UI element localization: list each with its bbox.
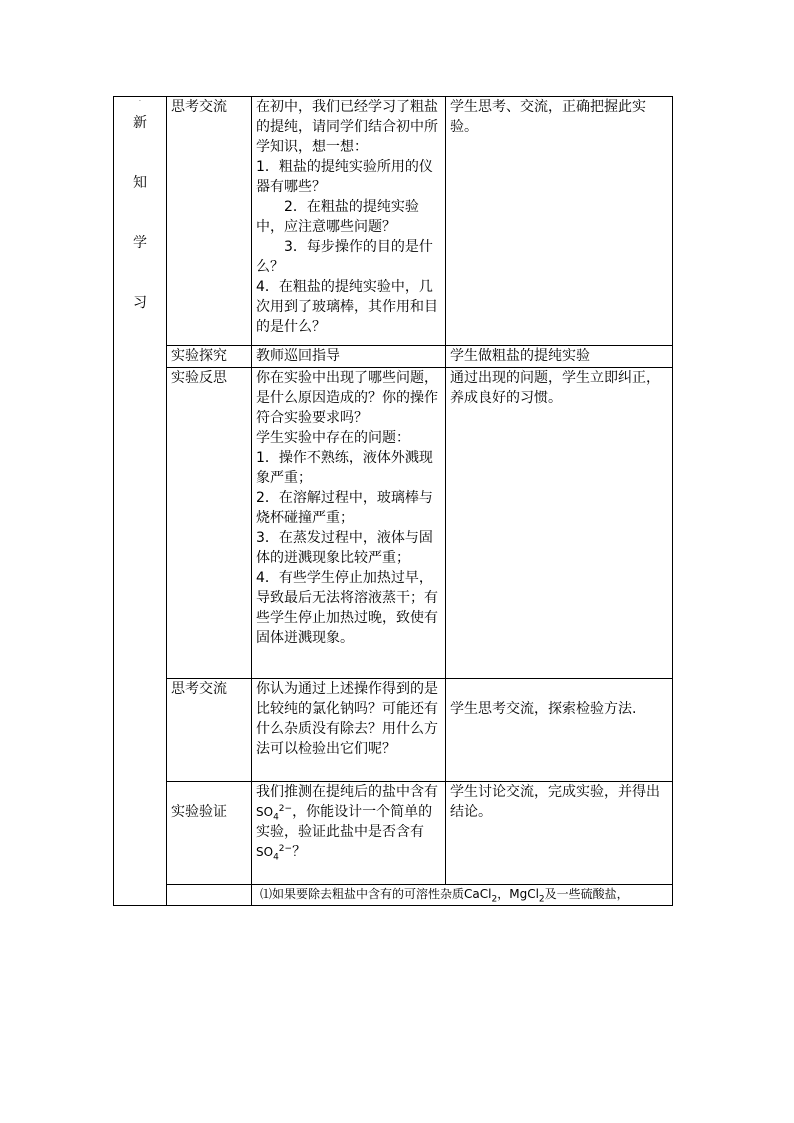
teacher-text: 3．在蒸发过程中，液体与固体的迸溅现象比较严重； bbox=[256, 530, 433, 566]
table-row bbox=[114, 97, 673, 346]
student-activity-cell: 学生做粗盐的提纯实验 bbox=[446, 346, 673, 368]
teacher-text: 教师巡回指导 bbox=[256, 348, 340, 364]
formula-cacl2: CaCl$_2$ bbox=[464, 887, 498, 905]
lesson-plan-table bbox=[113, 96, 673, 906]
section-dot: . bbox=[139, 96, 141, 103]
teacher-text-part: ，你能设计一个简单的实验，验证此盐中是否含有 bbox=[256, 804, 433, 840]
teacher-activity-cell: ⑴如果要除去粗盐中含有的可溶性杂质CaCl$_2$，MgCl$_2$及一些硫酸盐， bbox=[252, 885, 673, 906]
teacher-text: 3．每步操作的目的是什么？ bbox=[256, 239, 433, 275]
teacher-activity-cell bbox=[252, 782, 446, 885]
section-char: 习 bbox=[133, 295, 147, 311]
table-row bbox=[114, 368, 673, 679]
teacher-text-part: ？ bbox=[292, 844, 307, 860]
section-char: 学 bbox=[133, 235, 147, 251]
teacher-text: 2．在溶解过程中，玻璃棒与烧杯碰撞严重； bbox=[256, 490, 433, 526]
sulfate-formula: $SO_4^{2-}$ bbox=[256, 844, 293, 863]
stage-cell: 实验验证 bbox=[167, 782, 252, 885]
table-row bbox=[114, 782, 673, 885]
section-label bbox=[118, 97, 162, 313]
teacher-text: 1．操作不熟练，液体外溅现象严重； bbox=[256, 450, 433, 486]
stage-cell: 实验反思 bbox=[167, 368, 252, 679]
student-activity-cell: 学生讨论交流，完成实验，并得出结论。 bbox=[446, 782, 673, 885]
student-activity-cell: 学生思考、交流，正确把握此实验。 bbox=[446, 97, 673, 346]
teacher-activity-cell bbox=[252, 346, 446, 368]
teacher-text-part: ⑴如果要除去粗盐中含有的可溶性杂质 bbox=[260, 887, 465, 901]
stage-cell: 思考交流 bbox=[167, 97, 252, 346]
teacher-activity-cell bbox=[252, 679, 446, 782]
student-activity-cell: 通过出现的问题，学生立即纠正，养成良好的习惯。 bbox=[446, 368, 673, 679]
student-activity-cell: 学生思考交流，探索检验方法. bbox=[446, 679, 673, 782]
sulfate-formula: $SO_4^{2-}$ bbox=[256, 804, 293, 823]
formula-mgcl2: MgCl$_2$ bbox=[509, 887, 545, 905]
teacher-text: 4．在粗盐的提纯实验中，几次用到了玻璃棒，其作用和目的是什么？ bbox=[256, 279, 438, 335]
stage-cell: 思考交流 bbox=[167, 679, 252, 782]
teacher-text-part: 我们推测在提纯后的盐中含有 bbox=[256, 784, 438, 800]
teacher-text: 你认为通过上述操作得到的是比较纯的氯化钠吗？可能还有什么杂质没有除去？用什么方法可以检验出它们呢？ bbox=[256, 681, 438, 757]
teacher-text: 在初中，我们已经学习了粗盐的提纯，请同学们结合初中所学知识，想一想： bbox=[256, 99, 438, 155]
teacher-text: 学生实验中存在的问题： bbox=[256, 430, 410, 446]
section-char: 新 bbox=[133, 115, 147, 131]
section-cell bbox=[114, 97, 167, 906]
teacher-text: 2．在粗盐的提纯实验中，应注意哪些问题？ bbox=[256, 199, 419, 235]
table-row bbox=[114, 679, 673, 782]
section-char: 知 bbox=[133, 175, 147, 191]
teacher-text: 4．有些学生停止加热过早，导致最后无法将溶液蒸干；有些学生停止加热过晚，致使有固体迸溅现象。 bbox=[256, 570, 438, 646]
stage-cell bbox=[167, 885, 252, 906]
teacher-activity-cell bbox=[252, 97, 446, 346]
table-row bbox=[114, 346, 673, 368]
teacher-text bbox=[256, 782, 441, 862]
table-row bbox=[114, 885, 673, 906]
teacher-text: 1．粗盐的提纯实验所用的仪器有哪些？ bbox=[256, 159, 433, 195]
teacher-activity-cell bbox=[252, 368, 446, 679]
teacher-text-part: 及一些硫酸盐， bbox=[544, 887, 629, 901]
stage-cell: 实验探究 bbox=[167, 346, 252, 368]
teacher-text: 你在实验中出现了哪些问题，是什么原因造成的？你的操作符合实验要求吗？ bbox=[256, 370, 438, 426]
